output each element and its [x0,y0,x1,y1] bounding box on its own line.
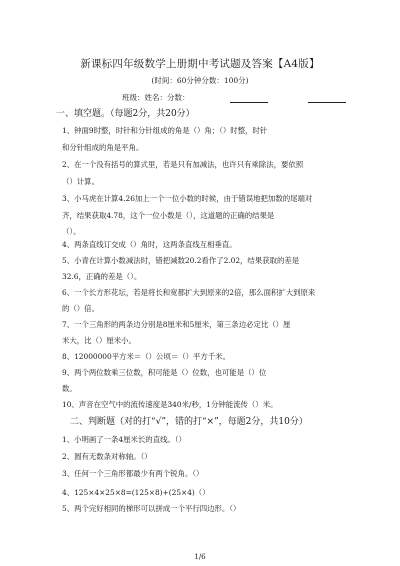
exam-title: 新课标四年级数学上册期中考试题及答案【A4版】 [80,58,320,70]
section2-heading: 二、判断题（对的打“√”，错的打“×”，每题2分，共10分） [70,417,308,427]
section1-heading: 一、填空题。（每题2分，共20分） [56,109,195,119]
page-number: 1/6 [194,553,206,561]
question-line: 米大，比（）厘米小。 [62,336,136,345]
class-field-label: 班级： [122,93,145,102]
question-line: 齐，结果获取4.78，这个一位小数是（），这道题的正确的结果是 [62,211,275,220]
student-info-fields [122,92,346,103]
judgment-line: 4、125×4×25×8=(125×8)+(25×4)（） [62,488,210,497]
question-line: （）计算。 [62,177,99,186]
question-line: 10、声音在空气中的流传速度是340米/秒，1分钟能流传（）米。 [62,400,278,409]
question-line: 数。 [62,384,77,393]
judgment-line: 1、小明画了一条4厘米长的直线。（） [62,435,186,444]
question-line: 32.6，正确的差是（）。 [62,272,142,281]
question-line: 1、钟面9时整，时针和分针组成的角是（）角；（）时整，时针 [62,126,268,135]
question-line: 9、两个两位数乘三位数，积可能是（）位数，也可能是（）位 [62,368,267,377]
question-line: 6、一个长方形花坛，若是将长和宽都扩大到原来的2倍，那么面积扩大到原来 [62,288,316,297]
exam-subtitle: (时间：60分钟分数：100分) [151,76,249,85]
blank-line [308,94,346,103]
question-line: 8、12000000平方米＝（）公顷＝（）平方千米。 [62,352,230,361]
question-line: 7、一个三角形的两条边分别是8厘米和5厘米，第三条边必定比（）厘 [62,320,291,329]
judgment-line: 3、任何一个三角形都最少有两个锐角。（） [62,469,204,478]
question-line: 和分针组成的角是平角。 [62,143,144,152]
question-line: 3、小马虎在计算4.26加上一个一位小数的时候，由于错误地把加数的尾端对 [62,194,313,203]
judgment-line: 5、两个完好相同的梯形可以拼成一个平行四边形。（） [62,504,241,513]
question-line: 的（）倍。 [62,304,99,313]
question-line: 2、在一个没有括号的算式里，若是只有加减法，也许只有乘除法，要依照 [62,160,304,169]
judgment-line: 2、圆有无数条对称轴。（） [62,452,152,461]
question-line: 4、两条直线订交成（）角时，这两条直线互相垂直。 [62,240,237,249]
score-field-label: 分数： [167,93,190,102]
blank-line [230,94,268,103]
question-line: 5、小青在计算小数减法时，错把减数20.2看作了2.02，结果获取的差是 [62,256,300,265]
question-line: （）。 [62,227,81,236]
name-field-label: 姓名： [144,93,167,102]
